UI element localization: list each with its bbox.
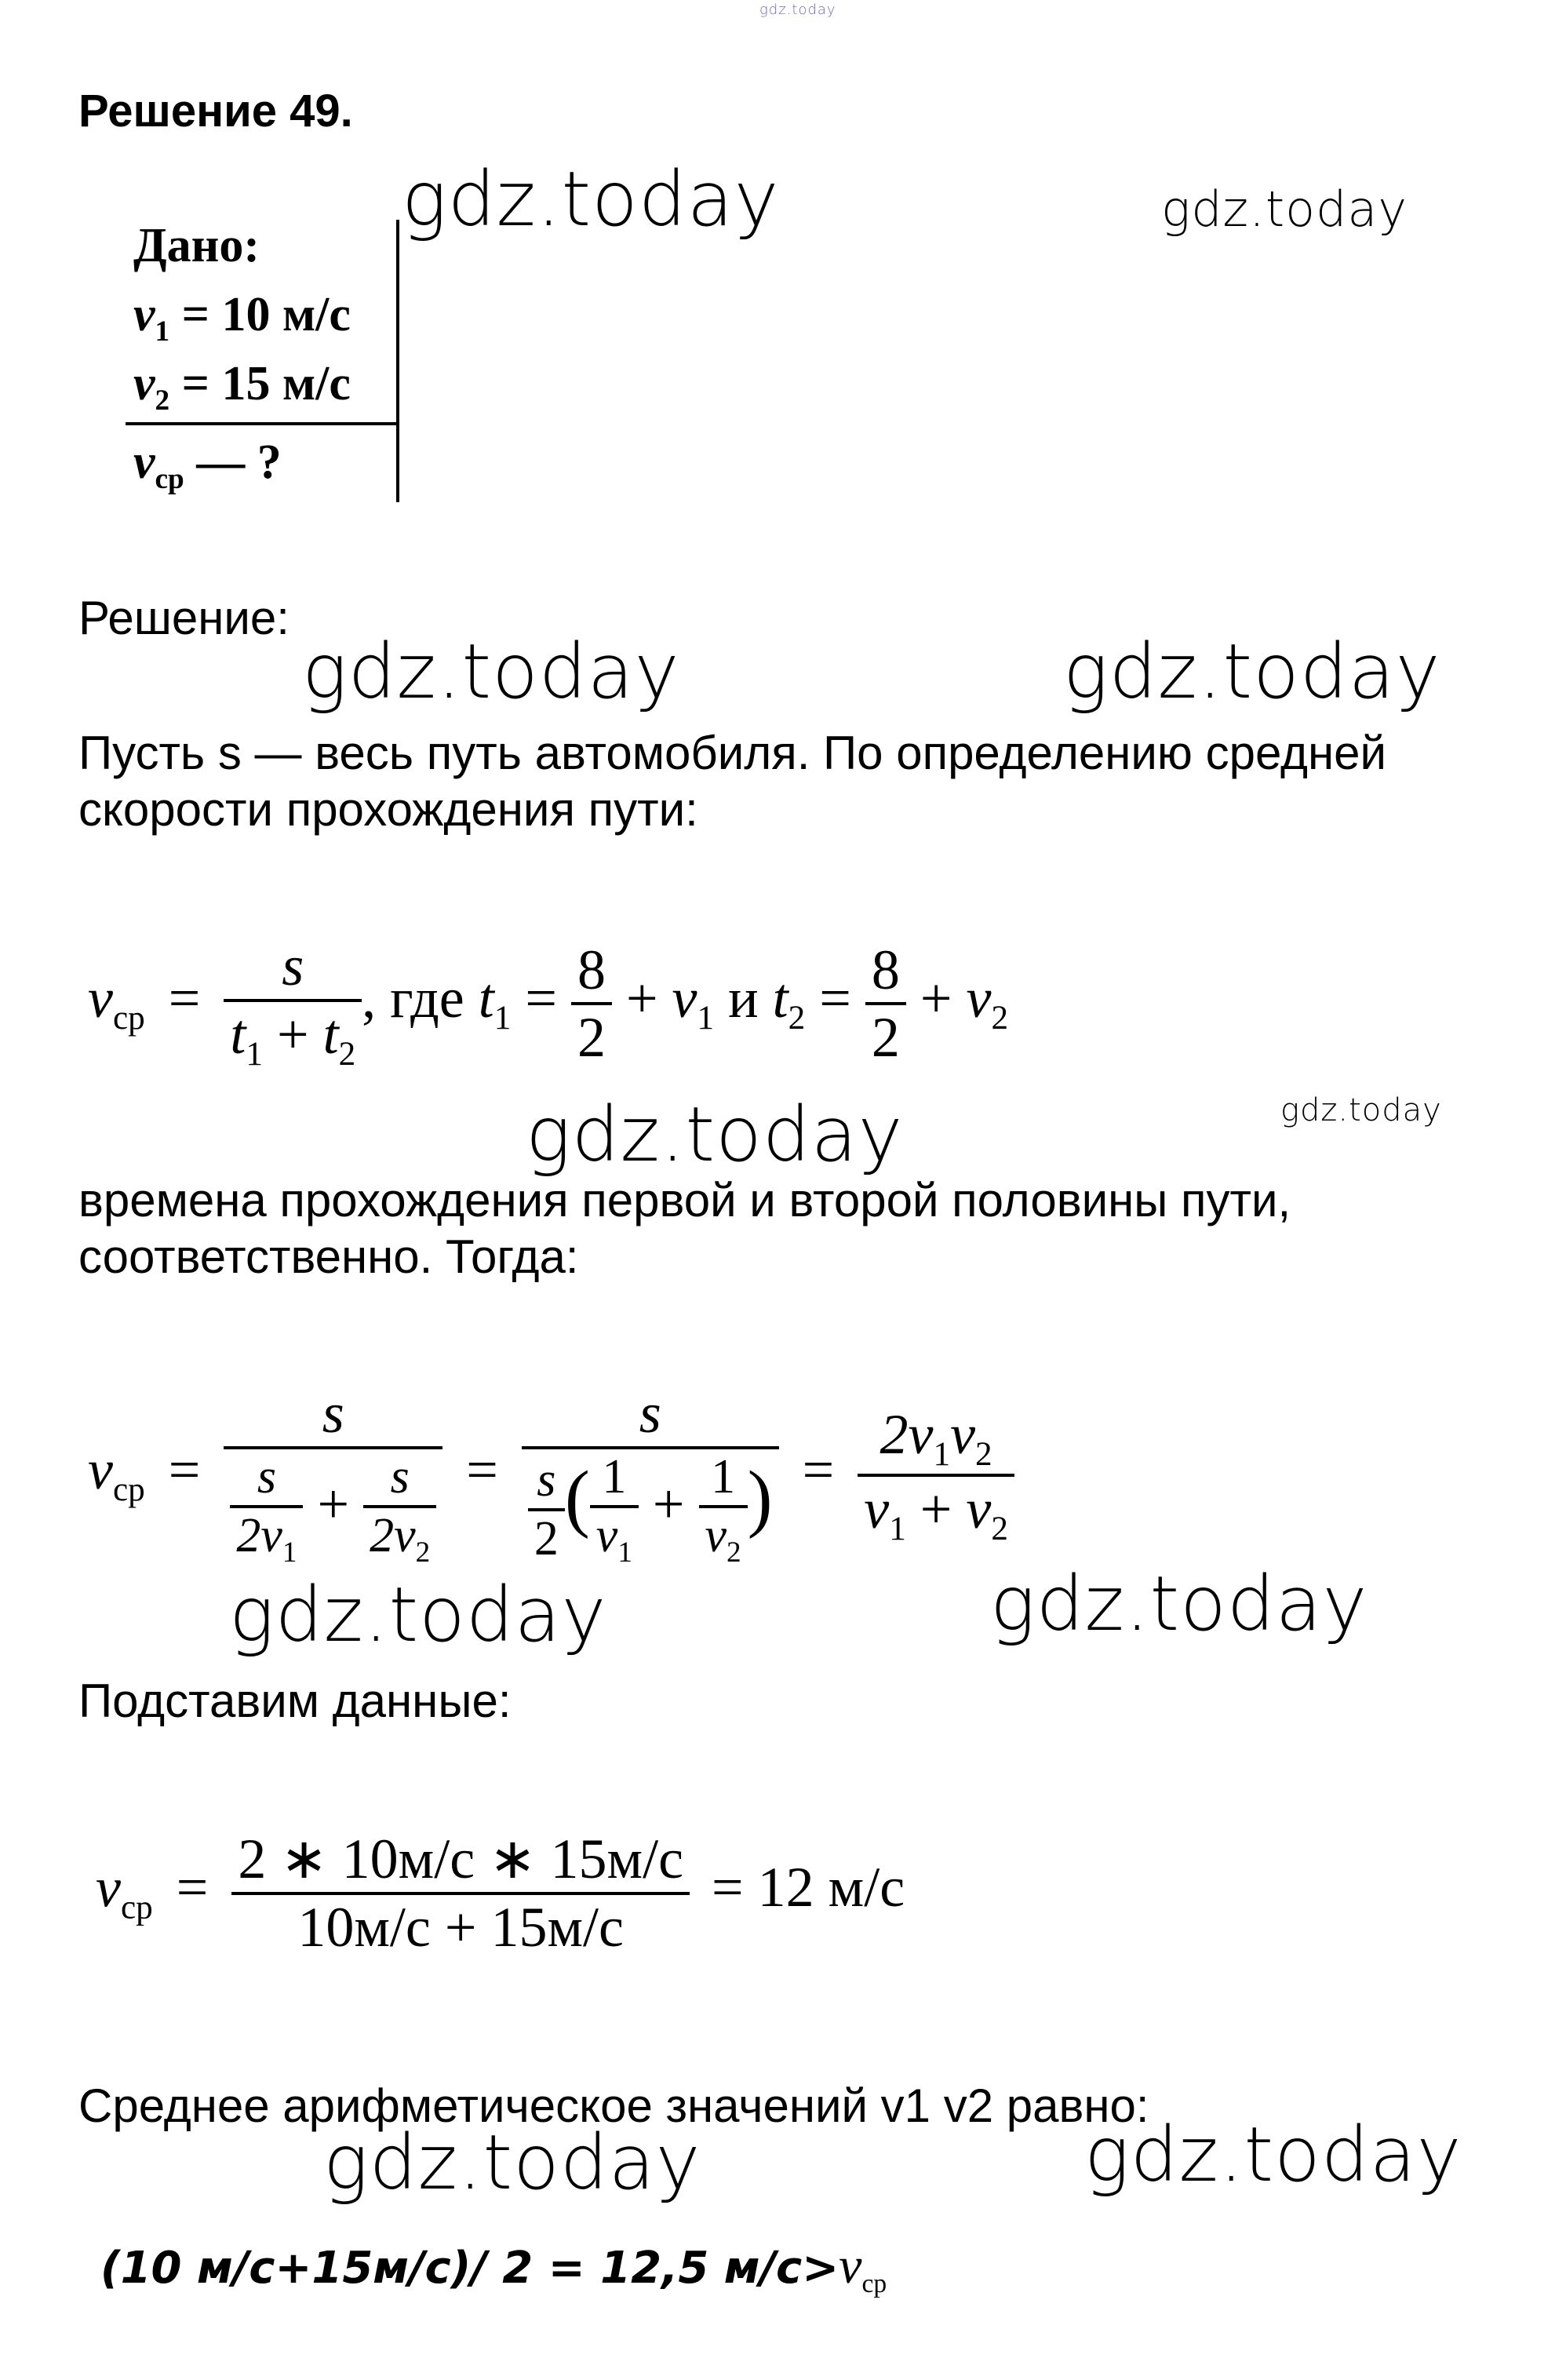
formula3-result: = 12 м/с xyxy=(712,1856,905,1919)
formula1-half-fraction: $\frac{8}{2}$ xyxy=(571,938,612,1071)
paragraph-4: Среднее арифметическое значений v1 v2 равно: xyxy=(78,2079,1149,2132)
given-v1-value: = 10 м/с xyxy=(169,288,351,341)
formula1-denominator: $t_1 + t_2$ xyxy=(230,1002,356,1073)
formula1-lhs-sub: ср xyxy=(112,999,145,1037)
given-vertical-line xyxy=(396,220,399,502)
formula2-fraction-1: s $\frac{s}{2v_1}$ + $\frac{s}{2v_2}$ xyxy=(224,1381,442,1570)
formula1-fraction xyxy=(224,934,362,1074)
formula3-fraction: $\frac{2 ∗ 10м/с ∗ 15м/с}{10м/с + 15м/с}$ xyxy=(231,1827,690,1960)
given-v1-symbol: v xyxy=(133,288,155,341)
formula2-fraction-2: s $\frac{s}{2}$ ( $\frac{1}{v_1}$ + $\frac{1}{v_2}$ ) xyxy=(522,1381,779,1570)
watermark: gdz.today xyxy=(302,628,680,716)
watermark: gdz.today xyxy=(229,1571,607,1659)
formula2-result: $\frac{2v_1v_2}{v_1 + v_2}$ xyxy=(858,1402,1014,1550)
formula-4: (10 м/с+15м/с)/ 2 = 12,5 $м/с>v_{ср}$ xyxy=(100,2237,887,2298)
paragraph-2: времена прохождения первой и второй половины пути, соответственно. Тогда: xyxy=(78,1174,1291,1283)
formula-2: $v_{ср}$ = s $\frac{s}{2v_1}$ + $\frac{s}{2v_2}$ = s $\frac{s}{2}$ ( $\frac{1}{v_1}$ + $\frac{1}{v_2}$ ) = $\frac{2v_1v_2}{v_1 + v_2}$ xyxy=(88,1381,1014,1570)
formula1-lhs: v xyxy=(88,966,113,1030)
watermark: gdz.today xyxy=(323,2119,701,2207)
watermark: gdz.today xyxy=(1084,2111,1462,2199)
given-v2-symbol: v xyxy=(133,357,155,410)
watermark: gdz.today xyxy=(990,1560,1368,1648)
given-find xyxy=(133,428,282,513)
watermark: gdz.today xyxy=(1063,628,1441,716)
formula1-numerator: s xyxy=(224,934,362,1002)
page-title: Решение 49. xyxy=(78,86,353,137)
given-divider xyxy=(126,422,399,425)
watermark-top: gdz.today xyxy=(759,2,836,18)
given-v2-value: = 15 м/с xyxy=(169,357,351,410)
given-v1-sub: 1 xyxy=(155,315,170,348)
given-v2-sub: 2 xyxy=(155,385,170,417)
paragraph-3: Подставим данные: xyxy=(78,1675,512,1727)
given-block xyxy=(126,212,400,502)
given-find-sub: ср xyxy=(155,463,184,496)
watermark: gdz.today xyxy=(1280,1092,1442,1128)
given-header: Дано: xyxy=(133,219,260,272)
paragraph-1: Пусть s — весь путь автомобиля. По определению средней скорости прохождения пути: xyxy=(78,727,1387,836)
given-find-symbol: v xyxy=(133,436,155,489)
watermark: gdz.today xyxy=(526,1091,904,1179)
formula1-where: , где xyxy=(362,966,479,1030)
formula1-half-fraction-2: $\frac{8}{2}$ xyxy=(865,938,906,1071)
formula1-eq: = xyxy=(168,966,201,1030)
given-find-value: — ? xyxy=(184,436,282,489)
watermark: gdz.today xyxy=(1161,180,1408,238)
formula-3: $v_{ср}$ = $\frac{2 ∗ 10м/с ∗ 15м/с}{10м/с + 15м/с}$ = 12 м/с xyxy=(96,1828,905,1959)
formula-1: $v_{ср}$ = $\frac{s}{t_1 + t_2}$ , где $t_1$ = $\frac{8}{2}$ + $v_1$ и $t_2$ = $\frac{8}{2}$ + $v_2$ xyxy=(88,935,1009,1073)
solution-label: Решение: xyxy=(78,592,290,644)
watermark: gdz.today xyxy=(402,155,780,243)
